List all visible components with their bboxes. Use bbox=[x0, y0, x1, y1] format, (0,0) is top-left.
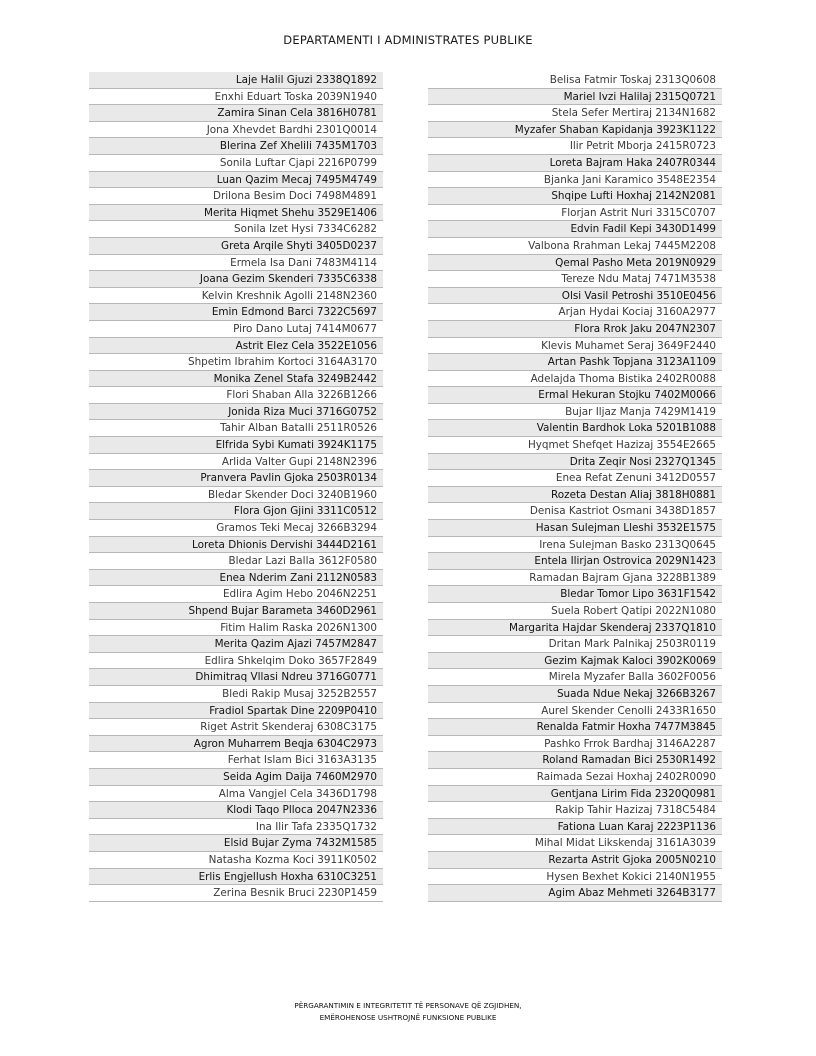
list-item: Rezarta Astrit Gjoka 2005N0210 bbox=[428, 852, 722, 869]
list-item: Klevis Muhamet Seraj 3649F2440 bbox=[428, 338, 722, 355]
list-item: Olsi Vasil Petroshi 3510E0456 bbox=[428, 288, 722, 305]
list-item: Dritan Mark Palnikaj 2503R0119 bbox=[428, 636, 722, 653]
list-item: Raimada Sezai Hoxhaj 2402R0090 bbox=[428, 769, 722, 786]
list-item: Flora Rrok Jaku 2047N2307 bbox=[428, 321, 722, 338]
list-item: Arlida Valter Gupi 2148N2396 bbox=[89, 454, 383, 471]
list-item: Bjanka Jani Karamico 3548E2354 bbox=[428, 172, 722, 189]
list-item: Suela Robert Qatipi 2022N1080 bbox=[428, 603, 722, 620]
list-item: Hasan Sulejman Lleshi 3532E1575 bbox=[428, 520, 722, 537]
list-item: Piro Dano Lutaj 7414M0677 bbox=[89, 321, 383, 338]
list-item: Aurel Skender Cenolli 2433R1650 bbox=[428, 703, 722, 720]
list-item: Pashko Frrok Bardhaj 3146A2287 bbox=[428, 736, 722, 753]
list-item: Qemal Pasho Meta 2019N0929 bbox=[428, 255, 722, 272]
list-item: Mirela Myzafer Balla 3602F0056 bbox=[428, 669, 722, 686]
list-item: Luan Qazim Mecaj 7495M4749 bbox=[89, 172, 383, 189]
list-item: Pranvera Pavlin Gjoka 2503R0134 bbox=[89, 470, 383, 487]
list-item: Blerina Zef Xhelili 7435M1703 bbox=[89, 138, 383, 155]
list-item: Denisa Kastriot Osmani 3438D1857 bbox=[428, 503, 722, 520]
list-item: Hyqmet Shefqet Hazizaj 3554E2665 bbox=[428, 437, 722, 454]
list-item: Bledar Lazi Balla 3612F0580 bbox=[89, 553, 383, 570]
list-item: Joana Gezim Skenderi 7335C6338 bbox=[89, 271, 383, 288]
list-item: Belisa Fatmir Toskaj 2313Q0608 bbox=[428, 72, 722, 89]
list-item: Ermela Isa Dani 7483M4114 bbox=[89, 255, 383, 272]
list-item: Edvin Fadil Kepi 3430D1499 bbox=[428, 221, 722, 238]
list-item: Kelvin Kreshnik Agolli 2148N2360 bbox=[89, 288, 383, 305]
list-item: Fationa Luan Karaj 2223P1136 bbox=[428, 819, 722, 836]
list-item: Roland Ramadan Bici 2530R1492 bbox=[428, 752, 722, 769]
list-item: Arjan Hydai Kociaj 3160A2977 bbox=[428, 304, 722, 321]
list-item: Loreta Dhionis Dervishi 3444D2161 bbox=[89, 537, 383, 554]
list-item: Bujar Iljaz Manja 7429M1419 bbox=[428, 404, 722, 421]
list-item: Dhimitraq Vllasi Ndreu 3716G0771 bbox=[89, 669, 383, 686]
list-item: Enea Nderim Zani 2112N0583 bbox=[89, 570, 383, 587]
list-item: Enxhi Eduart Toska 2039N1940 bbox=[89, 89, 383, 106]
list-item: Flora Gjon Gjini 3311C0512 bbox=[89, 503, 383, 520]
list-item: Myzafer Shaban Kapidanja 3923K1122 bbox=[428, 122, 722, 139]
list-item: Rozeta Destan Aliaj 3818H0881 bbox=[428, 487, 722, 504]
list-item: Jonida Riza Muci 3716G0752 bbox=[89, 404, 383, 421]
list-item: Shpend Bujar Barameta 3460D2961 bbox=[89, 603, 383, 620]
list-item: Drita Zeqir Nosi 2327Q1345 bbox=[428, 454, 722, 471]
list-item: Bledi Rakip Musaj 3252B2557 bbox=[89, 686, 383, 703]
list-item: Renalda Fatmir Hoxha 7477M3845 bbox=[428, 719, 722, 736]
list-item: Alma Vangjel Cela 3436D1798 bbox=[89, 786, 383, 803]
list-item: Zamira Sinan Cela 3816H0781 bbox=[89, 105, 383, 122]
list-item: Enea Refat Zenuni 3412D0557 bbox=[428, 470, 722, 487]
list-item: Agron Muharrem Beqja 6304C2973 bbox=[89, 736, 383, 753]
list-item: Flori Shaban Alla 3226B1266 bbox=[89, 387, 383, 404]
list-item: Elsid Bujar Zyma 7432M1585 bbox=[89, 835, 383, 852]
list-item: Loreta Bajram Haka 2407R0344 bbox=[428, 155, 722, 172]
list-item: Valentin Bardhok Loka 5201B1088 bbox=[428, 420, 722, 437]
list-item: Adelajda Thoma Bistika 2402R0088 bbox=[428, 371, 722, 388]
list-item: Merita Qazim Ajazi 7457M2847 bbox=[89, 636, 383, 653]
list-item: Jona Xhevdet Bardhi 2301Q0014 bbox=[89, 122, 383, 139]
list-item: Bledar Skender Doci 3240B1960 bbox=[89, 487, 383, 504]
list-item: Elfrida Sybi Kumati 3924K1175 bbox=[89, 437, 383, 454]
list-item: Riget Astrit Skenderaj 6308C3175 bbox=[89, 719, 383, 736]
list-item: Gramos Teki Mecaj 3266B3294 bbox=[89, 520, 383, 537]
list-item: Tereze Ndu Mataj 7471M3538 bbox=[428, 271, 722, 288]
list-item: Klodi Taqo Plloca 2047N2336 bbox=[89, 802, 383, 819]
list-item: Mariel Ivzi Halilaj 2315Q0721 bbox=[428, 89, 722, 106]
list-item: Ramadan Bajram Gjana 3228B1389 bbox=[428, 570, 722, 587]
list-item: Ina Ilir Tafa 2335Q1732 bbox=[89, 819, 383, 836]
list-item: Suada Ndue Nekaj 3266B3267 bbox=[428, 686, 722, 703]
list-item: Sonila Luftar Cjapi 2216P0799 bbox=[89, 155, 383, 172]
list-item: Ferhat Islam Bici 3163A3135 bbox=[89, 752, 383, 769]
list-item: Zerina Besnik Bruci 2230P1459 bbox=[89, 885, 383, 902]
list-item: Greta Arqile Shyti 3405D0237 bbox=[89, 238, 383, 255]
list-item: Fradiol Spartak Dine 2209P0410 bbox=[89, 703, 383, 720]
list-item: Merita Hiqmet Shehu 3529E1406 bbox=[89, 205, 383, 222]
list-item: Shqipe Lufti Hoxhaj 2142N2081 bbox=[428, 188, 722, 205]
footer-line-1: PËRGARANTIMIN E INTEGRITETIT TË PERSONAVE QË ZGJIDHEN, bbox=[294, 1001, 522, 1010]
list-item: Agim Abaz Mehmeti 3264B3177 bbox=[428, 885, 722, 902]
list-item: Hysen Bexhet Kokici 2140N1955 bbox=[428, 869, 722, 886]
page-title: DEPARTAMENTI I ADMINISTRATES PUBLIKE bbox=[283, 33, 533, 47]
list-item: Erlis Engjellush Hoxha 6310C3251 bbox=[89, 869, 383, 886]
page-footer bbox=[0, 1000, 816, 1024]
list-item: Astrit Elez Cela 3522E1056 bbox=[89, 338, 383, 355]
list-item: Rakip Tahir Hazizaj 7318C5484 bbox=[428, 802, 722, 819]
list-item: Mihal Midat Likskendaj 3161A3039 bbox=[428, 835, 722, 852]
list-item: Gezim Kajmak Kaloci 3902K0069 bbox=[428, 653, 722, 670]
list-item: Fitim Halim Raska 2026N1300 bbox=[89, 620, 383, 637]
list-item: Irena Sulejman Basko 2313Q0645 bbox=[428, 537, 722, 554]
list-item: Natasha Kozma Koci 3911K0502 bbox=[89, 852, 383, 869]
list-item: Edlira Shkelqim Doko 3657F2849 bbox=[89, 653, 383, 670]
list-item: Sonila Izet Hysi 7334C6282 bbox=[89, 221, 383, 238]
list-item: Edlira Agim Hebo 2046N2251 bbox=[89, 586, 383, 603]
list-item: Artan Pashk Topjana 3123A1109 bbox=[428, 354, 722, 371]
footer-line-2: EMËROHENOSE USHTROJNË FUNKSIONE PUBLIKE bbox=[319, 1013, 497, 1022]
list-item: Drilona Besim Doci 7498M4891 bbox=[89, 188, 383, 205]
list-item: Bledar Tomor Lipo 3631F1542 bbox=[428, 586, 722, 603]
list-item: Monika Zenel Stafa 3249B2442 bbox=[89, 371, 383, 388]
right-name-list bbox=[428, 72, 722, 902]
list-item: Stela Sefer Mertiraj 2134N1682 bbox=[428, 105, 722, 122]
list-item: Margarita Hajdar Skenderaj 2337Q1810 bbox=[428, 620, 722, 637]
list-item: Shpetim Ibrahim Kortoci 3164A3170 bbox=[89, 354, 383, 371]
left-name-list bbox=[89, 72, 383, 902]
list-item: Ermal Hekuran Stojku 7402M0066 bbox=[428, 387, 722, 404]
list-item: Tahir Alban Batalli 2511R0526 bbox=[89, 420, 383, 437]
list-item: Valbona Rrahman Lekaj 7445M2208 bbox=[428, 238, 722, 255]
list-item: Florjan Astrit Nuri 3315C0707 bbox=[428, 205, 722, 222]
list-item: Seida Agim Daija 7460M2970 bbox=[89, 769, 383, 786]
list-item: Emin Edmond Barci 7322C5697 bbox=[89, 304, 383, 321]
list-item: Ilir Petrit Mborja 2415R0723 bbox=[428, 138, 722, 155]
list-item: Laje Halil Gjuzi 2338Q1892 bbox=[89, 72, 383, 89]
list-item: Gentjana Lirim Fida 2320Q0981 bbox=[428, 786, 722, 803]
list-item: Entela Ilirjan Ostrovica 2029N1423 bbox=[428, 553, 722, 570]
